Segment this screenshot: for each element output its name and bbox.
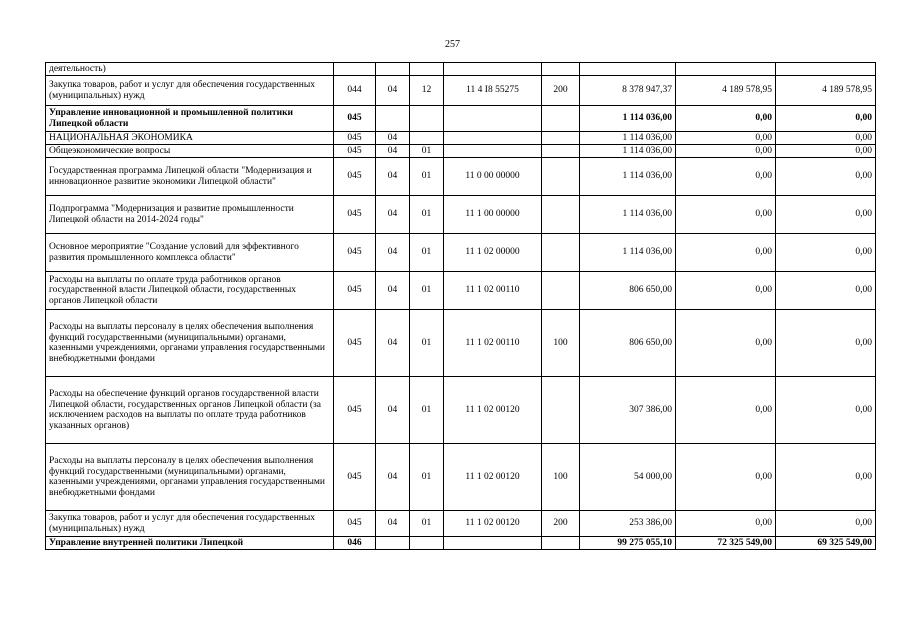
row-section-code: 04 xyxy=(376,444,410,511)
row-subsection-code: 01 xyxy=(410,234,444,272)
row-section-code xyxy=(376,537,410,550)
row-section-code: 04 xyxy=(376,145,410,158)
row-ved-code: 045 xyxy=(334,310,376,377)
row-sum-year-1: 1 114 036,00 xyxy=(580,145,676,158)
row-subsection-code: 01 xyxy=(410,196,444,234)
row-target-article: 11 4 I8 55275 xyxy=(444,76,542,106)
row-ved-code: 044 xyxy=(334,76,376,106)
row-section-code: 04 xyxy=(376,132,410,145)
row-expense-type xyxy=(542,132,580,145)
row-ved-code xyxy=(334,63,376,76)
row-ved-code: 045 xyxy=(334,444,376,511)
row-expense-type: 200 xyxy=(542,511,580,537)
row-ved-code: 045 xyxy=(334,377,376,444)
table-row xyxy=(46,537,876,550)
row-section-code: 04 xyxy=(376,234,410,272)
row-sum-year-2 xyxy=(676,63,776,76)
row-name: Закупка товаров, работ и услуг для обеспечения государственных (муниципальных) нужд xyxy=(46,511,334,537)
row-name: Расходы на обеспечение функций органов государственной власти Липецкой области, государственных органов Липецкой области (за исключением расходов на выплаты по оплате труда работников указанных органов) xyxy=(46,377,334,444)
row-name: Закупка товаров, работ и услуг для обеспечения государственных (муниципальных) нужд xyxy=(46,76,334,106)
row-name: Расходы на выплаты персоналу в целях обеспечения выполнения функций государственными (муниципальными) органами, казенными учреждениями, органами управления государственными внебюджетными фондами xyxy=(46,310,334,377)
row-sum-year-3: 0,00 xyxy=(776,145,876,158)
page-number: 257 xyxy=(445,39,460,50)
row-sum-year-1: 307 386,00 xyxy=(580,377,676,444)
row-sum-year-3: 0,00 xyxy=(776,234,876,272)
row-sum-year-2: 0,00 xyxy=(676,310,776,377)
row-subsection-code: 01 xyxy=(410,444,444,511)
row-target-article: 11 1 02 00000 xyxy=(444,234,542,272)
row-sum-year-3: 0,00 xyxy=(776,272,876,310)
table-row xyxy=(46,234,876,272)
table-row xyxy=(46,196,876,234)
row-ved-code: 045 xyxy=(334,196,376,234)
row-subsection-code: 01 xyxy=(410,158,444,196)
row-name: Общеэкономические вопросы xyxy=(46,145,334,158)
row-sum-year-1: 8 378 947,37 xyxy=(580,76,676,106)
row-ved-code: 045 xyxy=(334,132,376,145)
row-sum-year-1: 54 000,00 xyxy=(580,444,676,511)
row-sum-year-1: 1 114 036,00 xyxy=(580,234,676,272)
row-name: Расходы на выплаты по оплате труда работников органов государственной власти Липецкой области, государственных органов Липецкой области xyxy=(46,272,334,310)
row-ved-code: 045 xyxy=(334,234,376,272)
row-sum-year-1: 253 386,00 xyxy=(580,511,676,537)
row-sum-year-1: 806 650,00 xyxy=(580,272,676,310)
row-target-article xyxy=(444,63,542,76)
table-row xyxy=(46,106,876,132)
row-subsection-code: 01 xyxy=(410,272,444,310)
row-sum-year-1: 1 114 036,00 xyxy=(580,106,676,132)
row-expense-type xyxy=(542,272,580,310)
row-expense-type: 100 xyxy=(542,444,580,511)
row-target-article: 11 1 02 00110 xyxy=(444,272,542,310)
row-section-code: 04 xyxy=(376,196,410,234)
row-sum-year-2: 0,00 xyxy=(676,234,776,272)
table-row xyxy=(46,63,876,76)
row-section-code: 04 xyxy=(376,158,410,196)
row-name: Государственная программа Липецкой области "Модернизация и инновационное развитие экономики Липецкой области" xyxy=(46,158,334,196)
row-subsection-code xyxy=(410,537,444,550)
row-ved-code: 045 xyxy=(334,158,376,196)
row-expense-type xyxy=(542,63,580,76)
row-sum-year-3: 0,00 xyxy=(776,158,876,196)
table-row xyxy=(46,511,876,537)
row-sum-year-2: 0,00 xyxy=(676,444,776,511)
row-sum-year-3 xyxy=(776,63,876,76)
row-expense-type xyxy=(542,234,580,272)
row-name: Основное мероприятие "Создание условий для эффективного развития промышленного комплекса области" xyxy=(46,234,334,272)
row-sum-year-2: 72 325 549,00 xyxy=(676,537,776,550)
row-target-article: 11 1 02 00120 xyxy=(444,511,542,537)
table-row xyxy=(46,272,876,310)
row-section-code xyxy=(376,63,410,76)
row-expense-type xyxy=(542,377,580,444)
row-subsection-code: 01 xyxy=(410,310,444,377)
table-row xyxy=(46,310,876,377)
table-row xyxy=(46,444,876,511)
table-row xyxy=(46,132,876,145)
row-subsection-code xyxy=(410,132,444,145)
row-sum-year-1 xyxy=(580,63,676,76)
row-sum-year-3: 0,00 xyxy=(776,511,876,537)
row-sum-year-1: 99 275 055,10 xyxy=(580,537,676,550)
row-target-article: 11 1 02 00120 xyxy=(444,377,542,444)
row-sum-year-3: 0,00 xyxy=(776,377,876,444)
row-sum-year-3: 69 325 549,00 xyxy=(776,537,876,550)
table-row xyxy=(46,377,876,444)
row-sum-year-2: 0,00 xyxy=(676,106,776,132)
row-name: НАЦИОНАЛЬНАЯ ЭКОНОМИКА xyxy=(46,132,334,145)
row-target-article: 11 1 00 00000 xyxy=(444,196,542,234)
row-sum-year-2: 0,00 xyxy=(676,145,776,158)
row-section-code: 04 xyxy=(376,511,410,537)
row-expense-type xyxy=(542,106,580,132)
row-subsection-code: 12 xyxy=(410,76,444,106)
row-expense-type xyxy=(542,145,580,158)
row-sum-year-3: 4 189 578,95 xyxy=(776,76,876,106)
row-sum-year-3: 0,00 xyxy=(776,132,876,145)
row-sum-year-2: 0,00 xyxy=(676,511,776,537)
row-sum-year-3: 0,00 xyxy=(776,106,876,132)
row-subsection-code xyxy=(410,106,444,132)
row-sum-year-3: 0,00 xyxy=(776,444,876,511)
row-target-article xyxy=(444,106,542,132)
budget-table xyxy=(45,62,876,550)
row-section-code: 04 xyxy=(376,272,410,310)
row-name: Управление внутренней политики Липецкой xyxy=(46,537,334,550)
row-expense-type: 100 xyxy=(542,310,580,377)
row-section-code xyxy=(376,106,410,132)
row-ved-code: 046 xyxy=(334,537,376,550)
row-name: Расходы на выплаты персоналу в целях обеспечения выполнения функций государственными (муниципальными) органами, казенными учреждениями, органами управления государственными внебюджетными фондами xyxy=(46,444,334,511)
row-target-article xyxy=(444,145,542,158)
row-subsection-code: 01 xyxy=(410,377,444,444)
row-name: Управление инновационной и промышленной политики Липецкой области xyxy=(46,106,334,132)
row-sum-year-1: 806 650,00 xyxy=(580,310,676,377)
table-row xyxy=(46,145,876,158)
row-sum-year-1: 1 114 036,00 xyxy=(580,158,676,196)
row-target-article: 11 0 00 00000 xyxy=(444,158,542,196)
row-section-code: 04 xyxy=(376,76,410,106)
row-subsection-code: 01 xyxy=(410,145,444,158)
row-expense-type: 200 xyxy=(542,76,580,106)
row-ved-code: 045 xyxy=(334,511,376,537)
row-section-code: 04 xyxy=(376,377,410,444)
row-sum-year-2: 4 189 578,95 xyxy=(676,76,776,106)
row-sum-year-1: 1 114 036,00 xyxy=(580,196,676,234)
row-sum-year-2: 0,00 xyxy=(676,272,776,310)
row-sum-year-2: 0,00 xyxy=(676,196,776,234)
row-ved-code: 045 xyxy=(334,145,376,158)
row-name: Подпрограмма "Модернизация и развитие промышленности Липецкой области на 2014-2024 годы" xyxy=(46,196,334,234)
row-sum-year-2: 0,00 xyxy=(676,158,776,196)
row-sum-year-1: 1 114 036,00 xyxy=(580,132,676,145)
row-target-article: 11 1 02 00110 xyxy=(444,310,542,377)
row-sum-year-3: 0,00 xyxy=(776,310,876,377)
row-sum-year-2: 0,00 xyxy=(676,132,776,145)
row-target-article: 11 1 02 00120 xyxy=(444,444,542,511)
row-subsection-code: 01 xyxy=(410,511,444,537)
row-sum-year-2: 0,00 xyxy=(676,377,776,444)
row-target-article xyxy=(444,537,542,550)
row-expense-type xyxy=(542,158,580,196)
row-sum-year-3: 0,00 xyxy=(776,196,876,234)
row-name: деятельность) xyxy=(46,63,334,76)
table-row xyxy=(46,76,876,106)
row-target-article xyxy=(444,132,542,145)
row-expense-type xyxy=(542,537,580,550)
row-ved-code: 045 xyxy=(334,272,376,310)
table-row xyxy=(46,158,876,196)
row-section-code: 04 xyxy=(376,310,410,377)
row-subsection-code xyxy=(410,63,444,76)
row-ved-code: 045 xyxy=(334,106,376,132)
row-expense-type xyxy=(542,196,580,234)
